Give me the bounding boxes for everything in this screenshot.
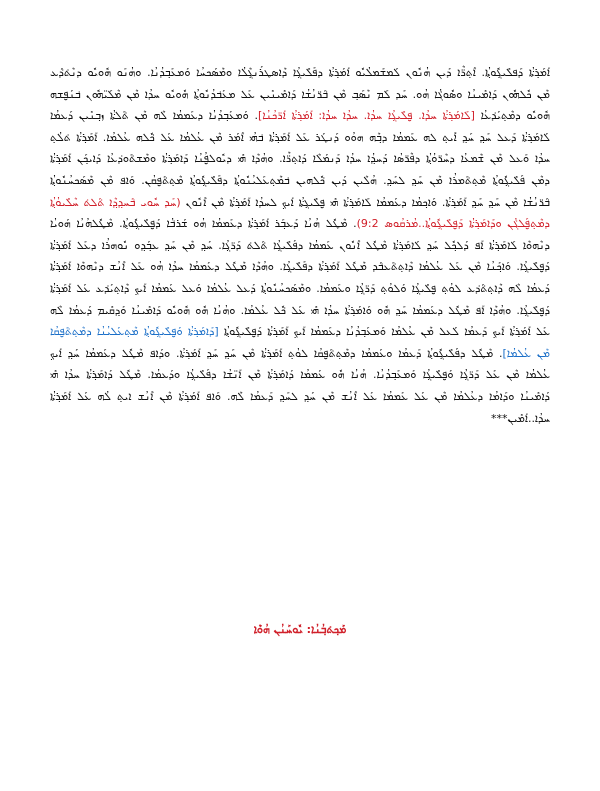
author-signature: ܡܰܟ݂ܬ݁ܒ݂ܳܢܳܐ: ܝܽܘܚܰܢܳܢ ܗܳܘܶܐ bbox=[253, 623, 347, 636]
body-text-run: . ܡܶܛܽܠ ܗܳܢܳܐ ܕܰܥܒ݂ܰܪ ܐܰܡܰܪ݂ܬ݁ܳܐ ܕܥܰܡܡܳܐ ܗܳܘ ܫܰܪܒ݁ܳܐ ܕܰܦ̮ܠܺܝܓ݂ܽܘܬ݂ܳܐ. ܡܶܛܽܠܗܳܢܳܐ ܗܰܘܝܳܐ ܕܢܶܗܘܶܐ ܠܰܐܡܰܪ݂ܬ݁ܳܐ ܐܰܦ ܕܰܠܟ݂ܽܠ ܚܰܕ݂ ܠܰܐܡܰܪ݂ܬ݁ܳܐ ܡܶܛܽܠ ܐܶܢܽܘܢ ܥܰܡܡܳܐ ܕܦܰܠܺܝܓ݂ܳܐ ܬ݁ܰܠܬ݁ ܕܰܪ̈ܓ݂ܳܐ. ܚܰܕ݂ ܡܶܢ ܚܰܕ݂ ܥܒ݂ܰܕ݂ܘ ܢܽܘܗܪܳܐ ܕܥܰܠ ܐܰܡܰܪ݂ܬ݁ܳܐ ܕܰܦ̮ܠܺܝܓ݂ܳܐ. ܘܰܐܟ݂ܰܢܳܐ ܡܶܢ ܥܰܠ ܥܳܠܡܳܐ ܕܶܐܬ݂ܬ݁ܰܥܒ݁ܰܕ ܡܶܛܽܠ ܐܰܡܰܪ݂ܬ݁ܳܐ ܕܦܰܠܺܝܓ݂ܳܐ. ܘܗܳܕܶܐ ܡܶܛܽܠ ܕܥܰܡܡܳܐ ܚܕܳܐ ܗܳܘ ܥܰܠ ܐܶܢܳܫ ܕܢܶܗܘܶܐ ܐܰܡܰܪ݂ܬ݁ܳܐ ܕܰܥܡܳܐ ܠܶܗ ܕܶܐܬ݂ܬ݁ܰܕ݁ܥ ܠܘܳܬ݂ ܦ̮ܠܺܝܓ݂ܳܐ ܘܰܠܘܳܬ݂ ܕܰܪ̈ܓ݂ܳܐ ܘܥܰܡܡܳܐ. ܘܡܶܣܰܟܚܳܢܽܘܬ݂ܳܐ ܕܰܥܠ ܥܳܠܡܳܐ ܘܰܥܠ ܥܰܡܡܳܐ ܐܰܝܟ݂ ܕܶܐܬ݂ܝܰܕ݁ܥ ܥܰܠ ܐܰܡܰܪ݂ܬ݁ܳܐ ܕܰܦ̮ܠܺܝܓ݂ܳܐ. ܘܗܳܕܶܐ ܐܰܦ ܡܶܛܽܠ ܕܥܰܡܡܳܐ ܚܰܕ݂ ܗܽܘ ܘܰܐܡܰܪ݂ܬ݁ܳܐ ܚܕܳܐ ܗܺܝ ܥܰܠ ܟ݁ܽܠ ܥܳܠܡܳܐ. ܘܗܳܢܳܐ ܗܽܘ ܗܽܘܝܽܘ ܕܰܐܡܺܝܢܳܐ ܘܰܕ݂ܩܺܝܡ ܕܰܥܡܳܐ ܠܶܗ ܥܰܠ ܐܰܡܰܪ݂ܬ݁ܳܐ ܐܰܝܟ݂ ܕܰܥܡܳܐ ܠܰܥܠ ܡܶܢ ܥܳܠܡܳܐ ܘܰܡܥܰܒ݂ܕܳܢܳܐ ܕܥܰܡܡܳܐ ܐܰܝܟ݂ ܐܰܡܰܪ݂ܬ݁ܳܐ ܕܰܦ̮ܠܺܝܓ݂ܽܘܬ݂ܳܐ bbox=[50, 217, 550, 339]
article-body bbox=[50, 62, 550, 429]
red-reference-text: (ܚܰܕ ܚܽܘܝ ܒ݁ܰܚܕ݂ܕ݂ܶܐ ܬ݁ܰܠܬ݁ ܚܶܠܺܝܘܳܬ݂ܳܐ ܕܡܶܬ݂ܦ̮ܰܠܓ݁ܳܢ ܘܕܰܐܡܰܪ݂ܬ݁ܳܐ ܕܰܦ̮ܠܺܝܓ݂ܽܘܬ݂ܳܐ..ܡܳܪܩܳܘܣ bbox=[50, 195, 550, 231]
red-reference-text: ) bbox=[356, 217, 361, 231]
body-text-run: . ܘܰܡܥܰܒ݂ܕܳܢܳܐ ܕܥܰܡܡܳܐ ܠܶܗ ܡܶܢ ܬ݁ܰܠܬ݁ܳܐ ܙܒ݂ܢܺܝܢ ܕܰܥܡܳܐ ܠܰܐܡܰܪ݂ܬ݁ܳܐ ܕܰܥܠ ܚܰܕ݂ ܚܰܕ݂ ܐܺܝܬ݂ ܠܗ ܥܰܡܡܳܐ ܕܒ݂ܶܗ ܗܘܳܘ ܕܰܢܛܰܪ ܥܰܠ ܐܰܡܰܪ݂ܬ݁ܳܐ ܒ݁ܗܳܝ ܐܶܡܰܪ ܡܶܢ ܥܳܠܡܳܐ ܥܰܠ ܟ݁ܽܠܗ ܥܳܠܡܳܐ. ܐܰܡܰܪ݂ܬ݁ܳܐ ܬ݁ܠܳܬ݂ ܚܕܳܐ ܘܰܥܠ ܡܶܢ ܫܶܡܥܳܐ ܕܚܶܪ̈ܘܳܬ݂ܳܐ ܕܦܶܪ̈ܣܳܐ ܕܰܚܕ݂ܳܐ ܚܕܳܐ ܕܰܢܡܰܠܶܐ ܕܰܐܬ݂ܪ̈ܶܐ. ܘܗܳܕܶܐ ܗܺܝ ܕܝܽܘܠܦ̮ܳܢܳܐ ܕܰܐܡܰܪ݂ܬ݁ܳܐ ܘܡܶܫܬ݁ܰܘܕ݁ܥܳܐ ܕܰܐܝܟ݂ܰܢ ܐܰܡܰܪ݂ܬ݁ܳܐ ܕܡܶܢ ܦܰܠܺܝܓ݂ܽܘܬ݂ܳܐ ܡܶܬ݂ܬ݁ܰܡܪܳܐ ܡܶܢ ܚܰܕ݂ ܠܚܰܕ݂. ܗܳܠܶܝܢ ܕܰܝܢ ܟ݁ܽܠܗܝܢ ܒ݁ܡܶܬ݂ܥܰܠܝܳܢܽܘܬ݂ܳܐ ܕܦܰܠܺܝܓ݂ܽܘܬ݂ܳܐ ܡܶܬ݂ܬ݁ܰܦ̮ܩܳܢ. ܘܰܐܦ ܡܶܢ ܡܶܣܰܟܚܳܢܽܘܬ݂ܳܐ ܒ݁ܰܪ̈ܢܳܫܳܐ ܡܶܢ ܚܰܕ݂ ܚܰܕ݂ ܐܰܡܰܪ݂ܬ݁ܳܐ. ܘܰܐܟ݂ܡܳܐ ܕܥܰܡܡܳܐ ܠܰܐܡܰܪ݂ܬ݁ܳܐ ܗܺܝ ܦ̮ܠܺܝܓ݂ܬ݁ܳܐ ܐܰܝܟ݂ ܠܚܕܳܐ ܐܰܡܰܪ݂ܬ݁ܳܐ ܡܶܢ ܐܶܢܽܘܢ bbox=[50, 109, 550, 209]
blue-reference-text: [ܕܰܐܡܰܪ݂ܬ݁ܳܐ ܘܰܦ̮ܠܺܝܓ݂ܽܘܬ݂ܳܐ ܡܶܬ݂ܥܰܠܝܳܢܳܐ ܕܡܶܬ݂ܬ݁ܰܦ̮ܩܳܐ ܡܶܢ ܥܳܠܡܳܐ] bbox=[50, 325, 550, 360]
body-text-run: ܐܰܡܰܪ݂ܬ݁ܳܐ ܕܰܦܠܺܝܓ݂ܽܘܬ݂ܳܐ. ܐܶܬ݂ܪ̈ܶܐ ܕܰܝܢ ܗܳܢܽܘܢ ܠܰܡܫܰܡܠܳܝܽܘ ܐܰܡܰܪ݂ܬ݁ܳܐ ܕܦܰܠܺܝܓ݂ܳܐ ܕܶܐܣܛܪܰܢܓ݂ܶܠܳܐ ܘܡܶܣܰܟܚܳܐ ܘܰܡܥܰܒ݂ܕܳܢܳܐ. ܘܗܳܢܰܘ ܗܽܘܝܽܘ ܕܢܶܬ݁ܕ݁ܰܥ ܡܶܢ ܟܽܠܗܽܘܢ ܕܰܐܡܺܝܢܳܐ ܘܣܽܘܓ݁ܳܐ ܗܳܘ. ܚܰܕ ܠܰܡ ܢܶܣܰܒ݂ ܡܶܢ ܒ݁ܰܪ̈ܢܳܫܳܐ ܕܰܐܡܺܝܢܺܝܢ ܥܰܠ ܡܥܰܒ݁ܕܳܢܽܘܬ݂ܳܐ ܗܽܘܝܽܘ ܚܕܳܐ ܡܶܢ ܡܶܠܰܝ̈ܗܽܘܢ ܒ݁ܢܰܦ̮ܫܗ ܗܽܘܝܽܘ ܕܡܶܬ݂ܝܰܕ݁ܥܳܐ bbox=[50, 66, 551, 123]
body-text-run: . ܡܶܛܽܠ ܕܦܰܠܺܝܓ݂ܽܘܬ݂ܳܐ ܕܰܥܡܳܐ ܘܥܰܡܡܳܐ ܕܡܶܬ݂ܬ݁ܰܦ̮ܩܳܐ ܠܘܳܬ݂ ܐܰܡܰܪ݂ܬ݁ܳܐ ܡܶܢ ܚܰܕ݂ ܚܰܕ݂ ܐܰܡܰܪ݂ܬ݁ܳܐ. ܘܕܰܐܦ ܡܶܛܽܠ ܕܥܰܡܡܳܐ ܚܰܕ݂ ܐܰܝܟ݂ ܥܳܠܡܳܐ ܡܶܢ ܥܰܠ ܕܰܪ̈ܓ݂ܳܐ ܘܰܦ̮ܠܺܝܓ݂ܳܐ ܘܰܡܥܰܒ݂ܕܳܢܳܐ. ܗܳܢܳܐ ܗܽܘ ܥܰܡܡܳܐ ܕܰܐܡܰܪ݂ܬ݁ܳܐ ܡܶܢ ܐܰܢ̈ܫܳܐ ܕܦܰܠܺܝܓ݂ܳܐ ܘܕܰܥܡܳܐ. ܡܶܛܽܠ ܕܰܐܡܰܪ݂ܬ݁ܳܐ ܚܕܳܐ ܗܺܝ ܕܰܐܡܺܝܢܳܐ ܘܕܰܐܡܳܐ ܕܥܳܠܡܳܐ ܡܶܢ ܥܰܠ ܥܰܡܡܳܐ ܥܰܠ ܐܶܢܳܫ ܡܶܢ ܚܰܕ݂ ܠܚܰܕ݂ ܕܰܥܡܳܐ ܠܶܗ. ܘܰܐܦ ܐܰܡܰܪ݂ܬ݁ܳܐ ܡܶܢ ܐܶܢܳܫ ܐܝܬ݂ ܠܳܗ ܥܰܠ ܐܰܡܰܪ݂ܬ݁ܳܐ ܚܕܳܐ..ܐܰܡܺܝܢ*** bbox=[50, 346, 550, 425]
red-reference-text: 9:2 bbox=[360, 217, 379, 231]
red-reference-text: [ܠܰܐܡܰܪ݂ܬ݁ܳܐ ܚܕܳܐ. ܦ̮ܠܺܝܓ݂ܳܐ ܚܕܳܐ. ܚܕܳܐ ܚܕܳܐ: ܐܰܡܰܪ݂ܬ݁ܳܐ ܐܰܪ̈ܟܳܢܳܐ] bbox=[257, 109, 475, 123]
